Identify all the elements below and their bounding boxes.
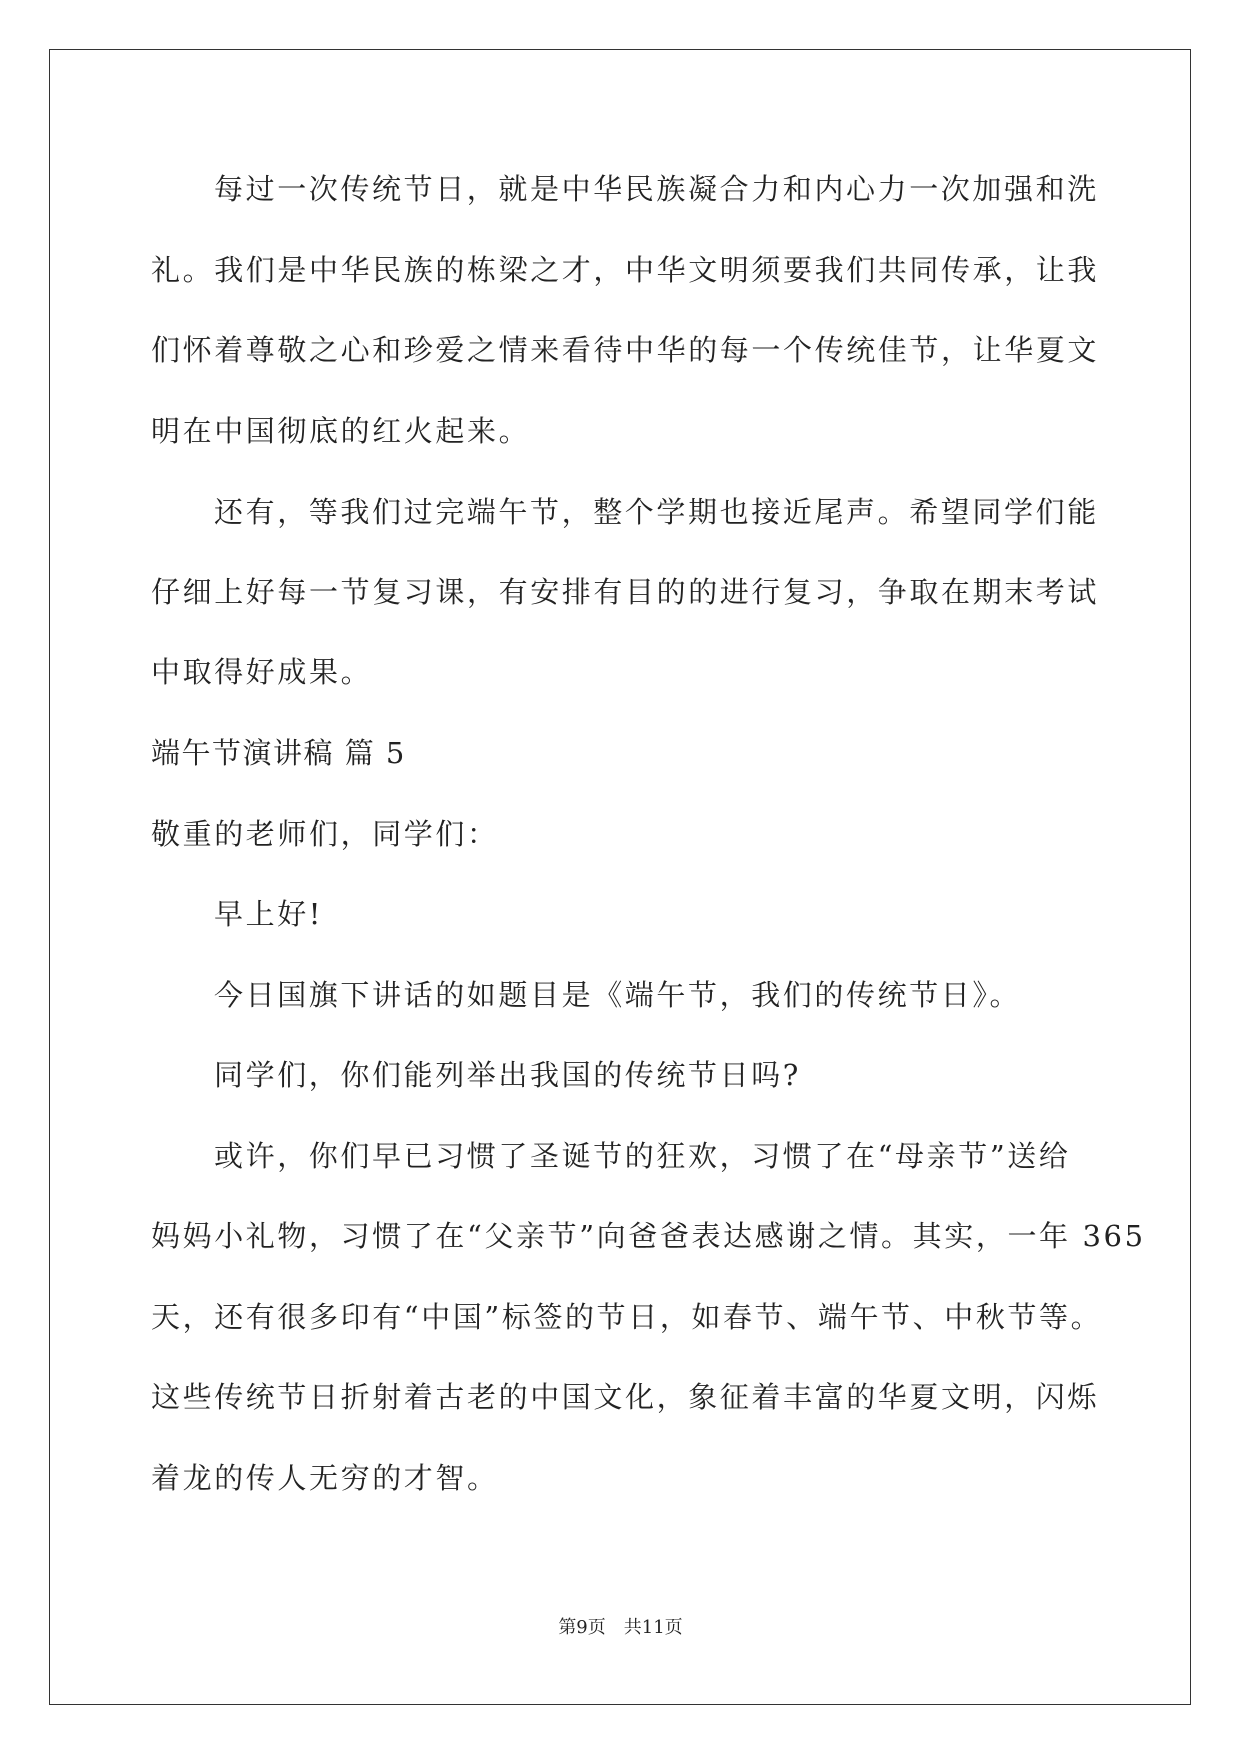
- paragraph-line: 们怀着尊敬之心和珍爱之情来看待中华的每一个传统佳节，让华夏文: [151, 333, 1100, 367]
- paragraph-line: 同学们，你们能列举出我国的传统节日吗?: [214, 1058, 801, 1092]
- paragraph-line: 今日国旗下讲话的如题目是《端午节，我们的传统节日》。: [214, 978, 1022, 1012]
- paragraph-line: 天，还有很多印有“中国”标签的节日，如春节、端午节、中秋节等。: [151, 1300, 1103, 1334]
- greeting: 早上好!: [214, 897, 324, 931]
- section-heading: 端午节演讲稿 篇 5: [151, 736, 406, 770]
- paragraph-line: 明在中国彻底的红火起来。: [151, 414, 531, 448]
- page-border: [49, 49, 1191, 1705]
- paragraph-line: 着龙的传人无穷的才智。: [151, 1461, 499, 1495]
- page-number: 第9页 共11页: [558, 1617, 683, 1638]
- paragraph-line: 这些传统节日折射着古老的中国文化，象征着丰富的华夏文明，闪烁: [151, 1380, 1100, 1414]
- paragraph-line: 仔细上好每一节复习课，有安排有目的的进行复习，争取在期末考试: [151, 575, 1100, 609]
- paragraph-line: 妈妈小礼物，习惯了在“父亲节”向爸爸表达感谢之情。其实，一年 365: [151, 1219, 1146, 1253]
- paragraph-line: 中取得好成果。: [151, 655, 373, 689]
- paragraph-line: 还有，等我们过完端午节，整个学期也接近尾声。希望同学们能: [214, 495, 1099, 529]
- paragraph-line: 礼。我们是中华民族的栋梁之才，中华文明须要我们共同传承，让我: [151, 253, 1100, 287]
- salutation: 敬重的老师们，同学们：: [151, 817, 499, 851]
- paragraph-line: 或许，你们早已习惯了圣诞节的狂欢，习惯了在“母亲节”送给: [214, 1139, 1071, 1173]
- paragraph-line: 每过一次传统节日，就是中华民族凝合力和内心力一次加强和洗: [214, 172, 1099, 206]
